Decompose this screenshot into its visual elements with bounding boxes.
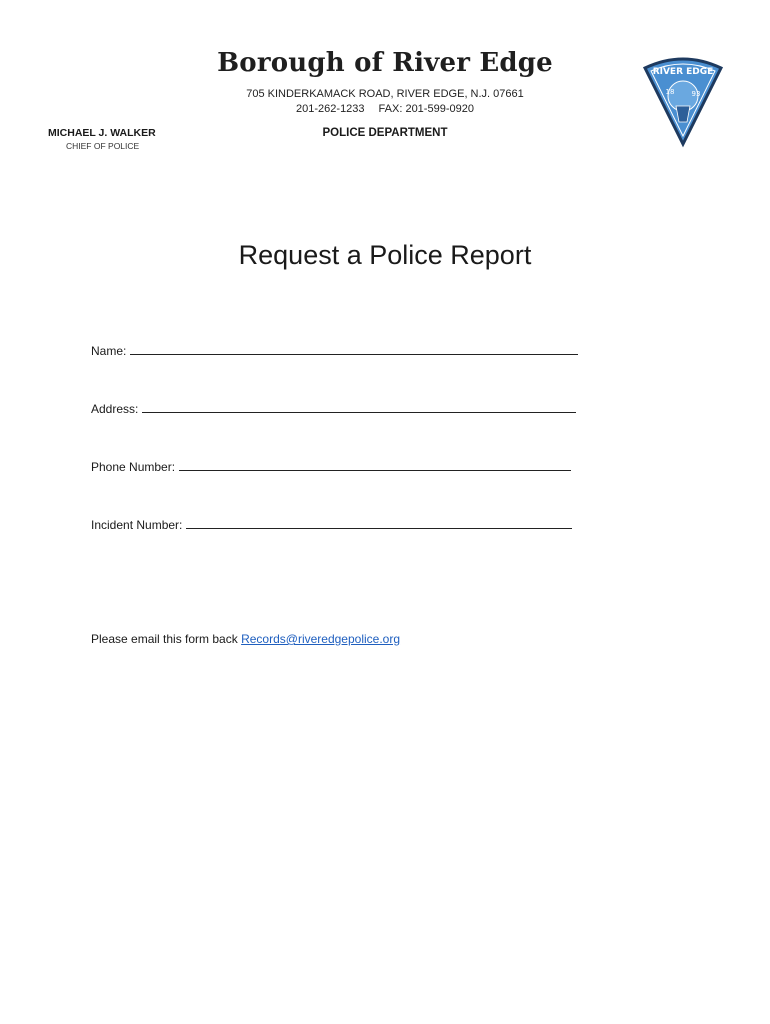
email-prompt: Please email this form back [91, 632, 238, 646]
field-incident-number-line[interactable] [186, 516, 572, 529]
chief-title: CHIEF OF POLICE [66, 141, 140, 151]
field-name[interactable] [91, 342, 578, 358]
patch-year-left: 18 [665, 88, 675, 96]
field-name-label: Name: [91, 344, 127, 358]
police-patch-logo [640, 54, 726, 148]
field-phone-number-line[interactable] [179, 458, 571, 471]
chief-name: MICHAEL J. WALKER [48, 127, 156, 139]
email-instruction [91, 632, 400, 646]
field-incident-number[interactable] [91, 516, 572, 532]
field-incident-number-label: Incident Number: [91, 518, 183, 532]
patch-year-right: 93 [691, 90, 701, 98]
department-name: POLICE DEPARTMENT [322, 127, 448, 139]
field-phone-number[interactable] [91, 458, 571, 474]
borough-title: Borough of River Edge [217, 48, 553, 78]
fax-number: FAX: 201-599-0920 [378, 103, 474, 115]
patch-text: RIVER EDGE [652, 67, 714, 77]
phone-number: 201-262-1233 [296, 103, 365, 115]
field-address-line[interactable] [142, 400, 576, 413]
field-name-line[interactable] [130, 342, 578, 355]
records-email-link[interactable]: Records@riveredgepolice.org [241, 632, 401, 646]
field-phone-number-label: Phone Number: [91, 460, 176, 474]
field-address[interactable] [91, 400, 576, 416]
department-address: 705 KINDERKAMACK ROAD, RIVER EDGE, N.J. 07661 [246, 88, 524, 100]
field-address-label: Address: [91, 402, 139, 416]
form-title: Request a Police Report [238, 240, 532, 270]
